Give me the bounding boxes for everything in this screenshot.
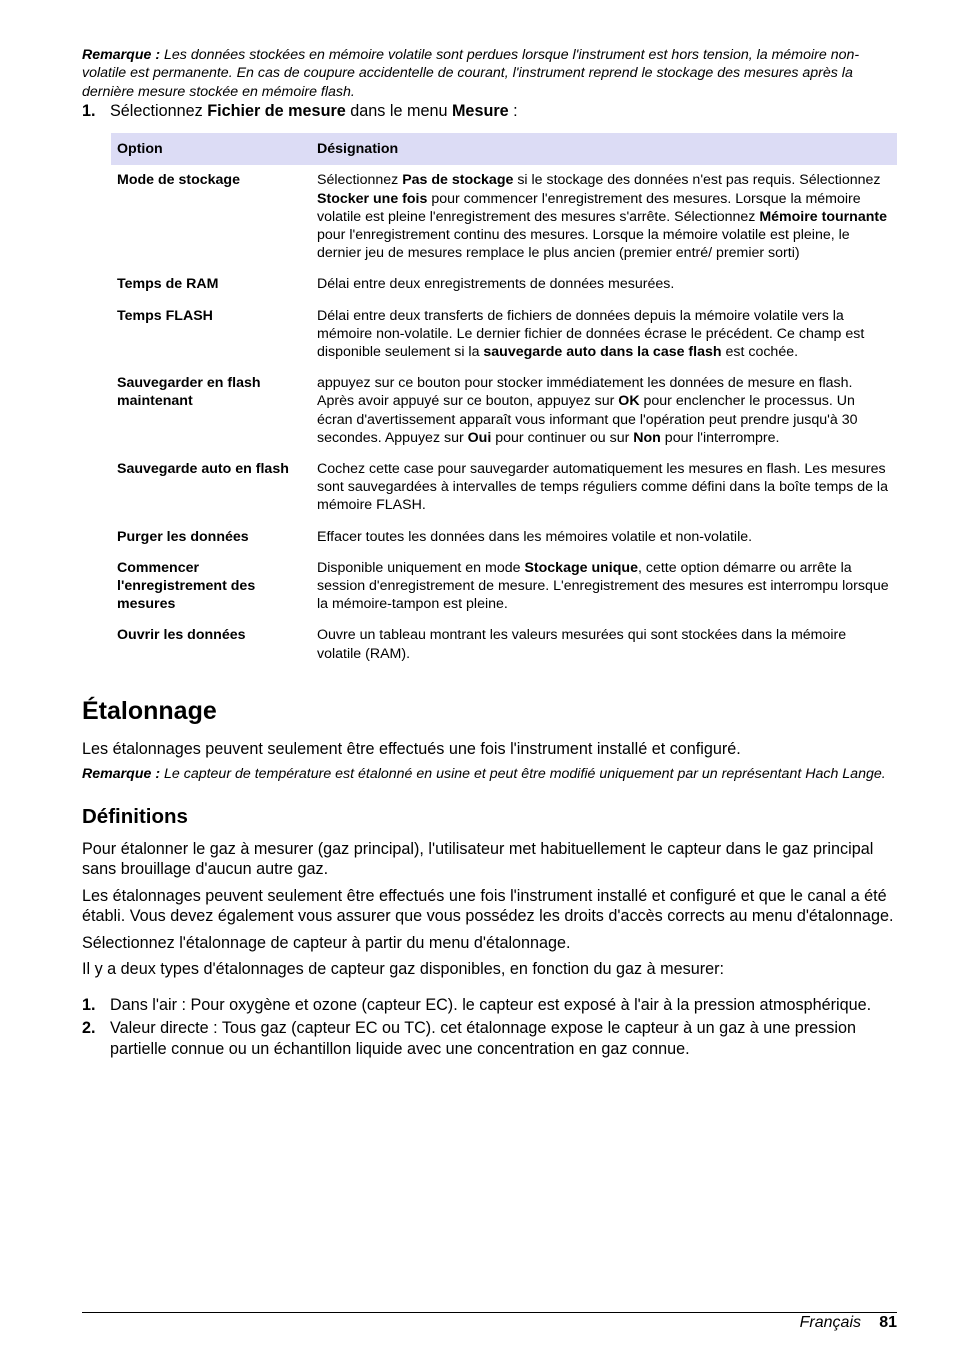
step-number: 1. xyxy=(82,995,96,1014)
description-text: Délai entre deux enregistrements de données mesurées. xyxy=(317,276,675,293)
table-header-row xyxy=(111,133,897,165)
step-menu-file: Fichier de mesure xyxy=(207,101,346,120)
option-description xyxy=(311,165,897,269)
step-item xyxy=(82,1018,897,1059)
description-emphasis: OK xyxy=(618,393,640,410)
description-text: appuyez sur ce bouton pour stocker immédiatement les données de mesure en flash. Après avoir appuyé sur ce bouton, appuyez sur xyxy=(317,375,853,410)
table-row xyxy=(111,454,897,522)
option-description xyxy=(311,522,897,553)
option-description xyxy=(311,553,897,621)
description-emphasis: Stockage unique xyxy=(524,559,638,576)
option-name: Temps de RAM xyxy=(117,276,219,293)
step-item xyxy=(82,995,897,1016)
option-description xyxy=(311,620,897,669)
description-emphasis: Non xyxy=(633,429,661,446)
table-row xyxy=(111,301,897,369)
header-option: Option xyxy=(111,133,311,165)
option-name: Temps FLASH xyxy=(117,307,213,324)
option-name: Ouvrir les données xyxy=(117,627,246,644)
step-text-pre: Sélectionnez xyxy=(110,101,208,120)
description-text: pour continuer ou sur xyxy=(491,429,634,446)
description-text: pour enclencher le processus. Un écran d'avertissement apparaît vous informant que l'opération peut prendre jusqu'à 30 secondes. Appuyez sur xyxy=(317,393,858,446)
description-emphasis: Pas de stockage xyxy=(402,172,514,189)
step-menu-measure: Mesure xyxy=(451,101,509,120)
description-text: Disponible uniquement en mode xyxy=(317,559,525,576)
description-emphasis: Mémoire tournante xyxy=(759,208,888,225)
table-row xyxy=(111,165,897,269)
note-temperature-sensor xyxy=(82,765,897,783)
note-text: Les données stockées en mémoire volatile sont perdues lorsque l'instrument est hors tension, la mémoire non-volatile est permanente. En cas de coupure accidentelle de courant, l'instrument reprend le stockage des mesures après la dernière mesure stockée en mémoire flash. xyxy=(82,47,860,100)
subsection-heading-definitions: Définitions xyxy=(82,804,188,828)
step-item xyxy=(82,101,897,122)
description-text: Effacer toutes les données dans les mémoires volatile et non-volatile. xyxy=(317,528,753,545)
footer-language: Français xyxy=(799,1314,861,1331)
table-row xyxy=(111,269,897,300)
step-text-mid: dans le menu xyxy=(345,101,452,120)
intro-paragraph: Les étalonnages peuvent seulement être effectués une fois l'instrument installé et configuré. xyxy=(82,739,741,758)
option-name: Sauvegarder en flash maintenant xyxy=(117,375,261,410)
description-text: Délai entre deux transferts de fichiers de données depuis la mémoire volatile vers la mémoire non-volatile. Le dernier fichier de données écrase le précédent. Ce champ est disponible seulement si la xyxy=(317,307,865,361)
step-number: 1. xyxy=(82,101,96,120)
step-text-post: : xyxy=(508,101,518,120)
paragraph: Pour étalonner le gaz à mesurer (gaz principal), l'utilisateur met habituellement le capteur dans le gaz principal sans brouillage d'aucun autre gaz. xyxy=(82,839,874,879)
paragraph: Il y a deux types d'étalonnages de capteur gaz disponibles, en fonction du gaz à mesurer: xyxy=(82,960,725,979)
paragraph: Sélectionnez l'étalonnage de capteur à partir du menu d'étalonnage. xyxy=(82,933,571,952)
paragraph: Les étalonnages peuvent seulement être effectués une fois l'instrument installé et configuré et que le canal a été établi. Vous devez également vous assurer que vous possédez les droits d'accès corrects au menu d'étalonnage. xyxy=(82,886,894,926)
option-description xyxy=(311,368,897,454)
header-designation: Désignation xyxy=(311,133,897,165)
table-row xyxy=(111,522,897,553)
page-content xyxy=(82,46,897,1059)
description-text: Sélectionnez xyxy=(317,172,403,189)
description-emphasis: Oui xyxy=(467,429,492,446)
option-name: Mode de stockage xyxy=(117,172,240,189)
description-emphasis: Stocker une fois xyxy=(317,190,428,207)
step-number: 2. xyxy=(82,1019,96,1038)
table-row xyxy=(111,368,897,454)
option-description xyxy=(311,301,897,369)
note-label: Remarque : xyxy=(82,47,161,63)
note-text: Le capteur de température est étalonné en usine et peut être modifié uniquement par un représentant Hach Lange. xyxy=(160,766,886,783)
description-text: si le stockage des données n'est pas requis. Sélectionnez xyxy=(513,172,881,189)
step-list-2 xyxy=(82,995,897,1060)
description-text: pour l'interrompre. xyxy=(660,429,780,446)
step-list-1 xyxy=(82,101,897,122)
option-description xyxy=(311,454,897,522)
option-name: Sauvegarde auto en flash xyxy=(117,461,289,478)
description-text: , cette option démarre ou arrête la session d'enregistrement de mesure. L'enregistrement des mesures est interrompu lorsque la mémoire-tampon est pleine. xyxy=(317,559,889,613)
step-text: Dans l'air : Pour oxygène et ozone (capteur EC). le capteur est exposé à l'air à la pression atmosphérique. xyxy=(110,995,872,1014)
options-table xyxy=(111,133,897,669)
page-footer xyxy=(82,1312,897,1331)
note-volatile-memory xyxy=(82,46,897,101)
description-text: Cochez cette case pour sauvegarder automatiquement les mesures en flash. Les mesures sont sauvegardées à intervalles de temps réguliers comme défini dans la boîte temps de la mémoire FLASH. xyxy=(317,461,888,514)
table-row xyxy=(111,620,897,669)
description-text: pour commencer l'enregistrement des mesures. Lorsque la mémoire volatile est pleine l'enregistrement des mesures s'arrête. Sélectionnez xyxy=(317,190,861,225)
step-text: Valeur directe : Tous gaz (capteur EC ou TC). cet étalonnage expose le capteur à un gaz à une pression partielle connue ou un échantillon liquide avec une concentration en gaz connue. xyxy=(110,1019,856,1058)
section-heading-calibration: Étalonnage xyxy=(82,696,217,725)
table-row xyxy=(111,553,897,621)
description-text: Ouvre un tableau montrant les valeurs mesurées qui sont stockées dans la mémoire volatile (RAM). xyxy=(317,627,847,662)
description-text: est cochée. xyxy=(721,344,799,361)
option-description xyxy=(311,269,897,300)
table-body xyxy=(111,165,897,669)
page-number: 81 xyxy=(879,1314,897,1331)
description-emphasis: sauvegarde auto dans la case flash xyxy=(483,344,722,361)
note-label: Remarque : xyxy=(82,766,161,783)
option-name: Commencer l'enregistrement des mesures xyxy=(117,559,256,613)
description-text: pour l'enregistrement continu des mesures. Lorsque la mémoire volatile est pleine, le dernier jeu de mesures remplace le plus ancien (premier entré/ premier sorti) xyxy=(317,227,850,262)
option-name: Purger les données xyxy=(117,528,249,545)
